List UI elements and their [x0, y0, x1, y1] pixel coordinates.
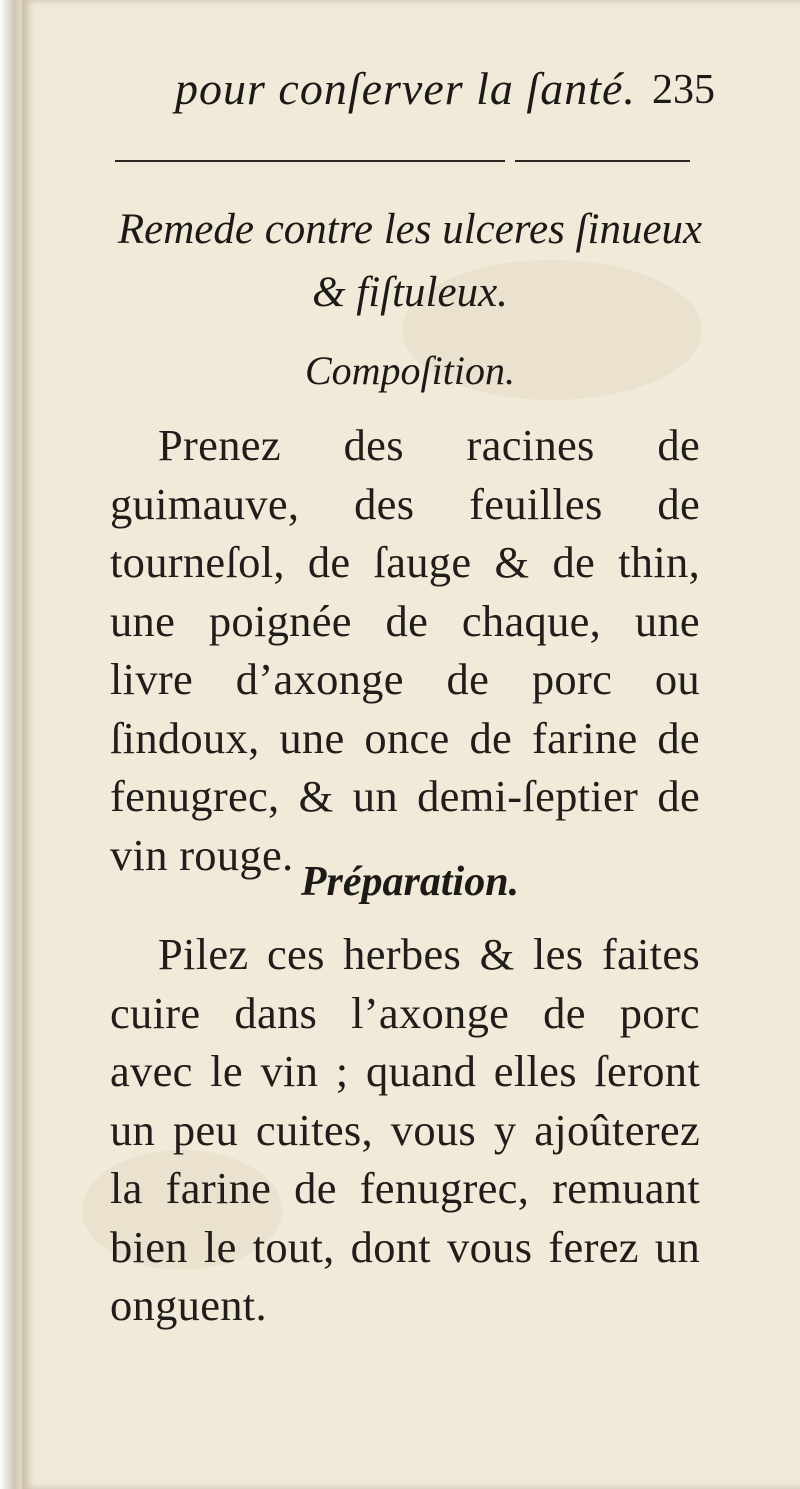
section-heading-preparation: Préparation. [300, 859, 520, 905]
book-gutter [0, 0, 24, 1489]
header-rule [515, 160, 690, 162]
composition-paragraph: Prenez des racines de guimauve, des feuilles de tourneſol, de ſauge & de thin, une poignée de chaque, une livre d’axonge de porc ou ſindoux, une once de farine de fenugrec, & un demi-ſeptier de vin rouge. [110, 420, 700, 880]
recipe-title-line-2: & fiſtuleux. [312, 269, 508, 316]
page-number: 235 [652, 67, 715, 113]
header-rule [115, 160, 505, 162]
running-title: pour conſerver la ſanté. [175, 63, 636, 114]
section-heading-composition: Compoſition. [304, 348, 516, 393]
preparation-paragraph: Pilez ces herbes & les faites cuire dans l’axonge de porc avec le vin ; quand elles ſeront un peu cuites, vous y ajoûterez la farine de fenugrec, remuant bien le tout, dont vous ferez un onguent. [110, 929, 700, 1330]
running-head [175, 62, 715, 122]
recipe-title-line-1: Remede contre les ulceres ſinueux [117, 206, 703, 253]
